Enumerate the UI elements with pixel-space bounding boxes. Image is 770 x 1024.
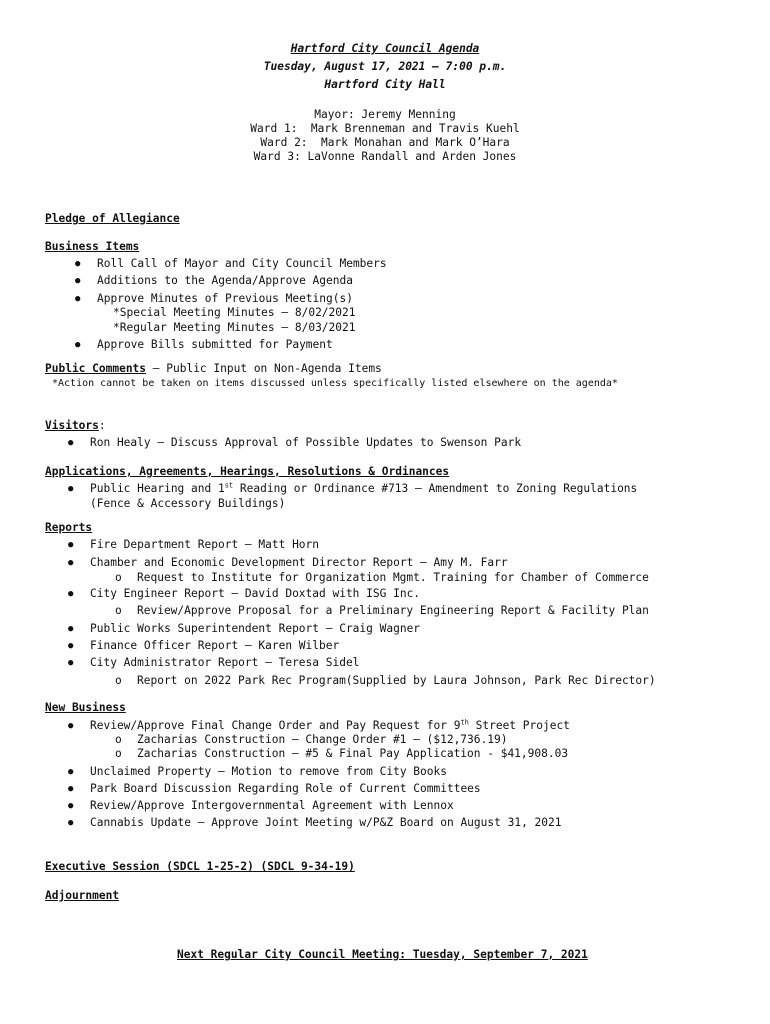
meeting-location: Hartford City Hall (324, 78, 446, 91)
bullet-icon: ● (68, 641, 74, 651)
sub-bullet-icon: o (115, 733, 122, 746)
list-item: Approve Minutes of Previous Meeting(s) (97, 292, 353, 305)
meeting-date: Tuesday, August 17, 2021 – 7:00 p.m. (263, 60, 507, 73)
sub-bullet-icon: o (115, 571, 122, 584)
list-item (90, 719, 570, 733)
list-item: City Engineer Report – David Doxtad with ISG Inc. (90, 587, 421, 600)
hearing-text: Public Hearing and 1 (90, 482, 225, 495)
sub-bullet-icon: o (115, 604, 122, 617)
list-item: Cannabis Update – Approve Joint Meeting w/P&Z Board on August 31, 2021 (90, 816, 562, 829)
public-comments-heading: Public Comments (45, 362, 147, 375)
list-item: Unclaimed Property – Motion to remove from City Books (90, 765, 447, 778)
reports-heading: Reports (45, 521, 93, 534)
visitors-heading: Visitors (45, 419, 99, 432)
list-item: Fire Department Report – Matt Horn (90, 538, 320, 551)
sub-list-item: Report on 2022 Park Rec Program(Supplied by Laura Johnson, Park Rec Director) (137, 674, 656, 687)
next-meeting-line: Next Regular City Council Meeting: Tuesday, September 7, 2021 (177, 948, 588, 961)
bullet-icon: ● (75, 259, 81, 269)
agenda-title: Hartford City Council Agenda (290, 42, 480, 55)
mayor-line: Mayor: Jeremy Menning (314, 108, 456, 121)
list-item: Review/Approve Intergovernmental Agreement with Lennox (90, 799, 454, 812)
bullet-icon: ● (68, 767, 74, 777)
ordinal-suffix: st (224, 481, 234, 490)
pledge-heading: Pledge of Allegiance (45, 212, 180, 225)
bullet-icon: ● (75, 276, 81, 286)
minutes-item: *Special Meeting Minutes – 8/02/2021 (113, 306, 356, 319)
bullet-icon: ● (68, 589, 74, 599)
list-item (90, 482, 637, 496)
applications-heading: Applications, Agreements, Hearings, Resolutions & Ordinances (45, 465, 450, 478)
bullet-icon: ● (68, 721, 74, 731)
list-item: Chamber and Economic Development Director Report – Amy M. Farr (90, 556, 508, 569)
visitors-colon: : (98, 419, 106, 432)
change-order-text: Review/Approve Final Change Order and Pay Request for 9 (90, 719, 461, 732)
change-order-text-rest: Street Project (468, 719, 570, 732)
public-comments-note: *Action cannot be taken on items discussed unless specifically listed elsewhere on the agenda* (52, 378, 618, 389)
list-item: Approve Bills submitted for Payment (97, 338, 333, 351)
list-item: Additions to the Agenda/Approve Agenda (97, 274, 353, 287)
bullet-icon: ● (68, 818, 74, 828)
new-business-heading: New Business (45, 701, 126, 714)
hearing-text-rest: Reading or Ordinance #713 – Amendment to Zoning Regulations (233, 482, 638, 495)
sub-bullet-icon: o (115, 674, 122, 687)
bullet-icon: ● (68, 624, 74, 634)
executive-session-heading: Executive Session (SDCL 1-25-2) (SDCL 9-34-19) (45, 860, 355, 873)
list-item: Public Works Superintendent Report – Craig Wagner (90, 622, 421, 635)
business-heading: Business Items (45, 240, 140, 253)
ward1-line: Ward 1: Mark Brenneman and Travis Kuehl (250, 122, 520, 135)
bullet-icon: ● (68, 484, 74, 494)
ward2-line: Ward 2: Mark Monahan and Mark O’Hara (260, 136, 510, 149)
public-comments-text: – Public Input on Non-Agenda Items (146, 362, 382, 375)
list-item: Roll Call of Mayor and City Council Members (97, 257, 387, 270)
minutes-item: *Regular Meeting Minutes – 8/03/2021 (113, 321, 356, 334)
bullet-icon: ● (75, 294, 81, 304)
bullet-icon: ● (68, 658, 74, 668)
bullet-icon: ● (68, 784, 74, 794)
ward3-line: Ward 3: LaVonne Randall and Arden Jones (253, 150, 517, 163)
sub-bullet-icon: o (115, 747, 122, 760)
sub-list-item: Zacharias Construction – Change Order #1 – ($12,736.19) (137, 733, 508, 746)
public-comments-line (45, 362, 382, 376)
list-item: City Administrator Report – Teresa Sidel (90, 656, 360, 669)
bullet-icon: ● (75, 340, 81, 350)
sub-list-item: Zacharias Construction – #5 & Final Pay Application - $41,908.03 (137, 747, 569, 760)
list-item: Finance Officer Report – Karen Wilber (90, 639, 340, 652)
list-item: Ron Healy – Discuss Approval of Possible Updates to Swenson Park (90, 436, 522, 449)
adjournment-heading: Adjournment (45, 889, 120, 902)
bullet-icon: ● (68, 801, 74, 811)
sub-list-item: Request to Institute for Organization Mgmt. Training for Chamber of Commerce (137, 571, 649, 584)
ordinal-suffix: th (460, 718, 469, 727)
list-item: Park Board Discussion Regarding Role of Current Committees (90, 782, 481, 795)
bullet-icon: ● (68, 558, 74, 568)
sub-list-item: Review/Approve Proposal for a Preliminary Engineering Report & Facility Plan (137, 604, 649, 617)
bullet-icon: ● (68, 438, 74, 448)
list-item-continued: (Fence & Accessory Buildings) (90, 497, 286, 510)
visitors-heading-line (45, 419, 106, 433)
bullet-icon: ● (68, 540, 74, 550)
